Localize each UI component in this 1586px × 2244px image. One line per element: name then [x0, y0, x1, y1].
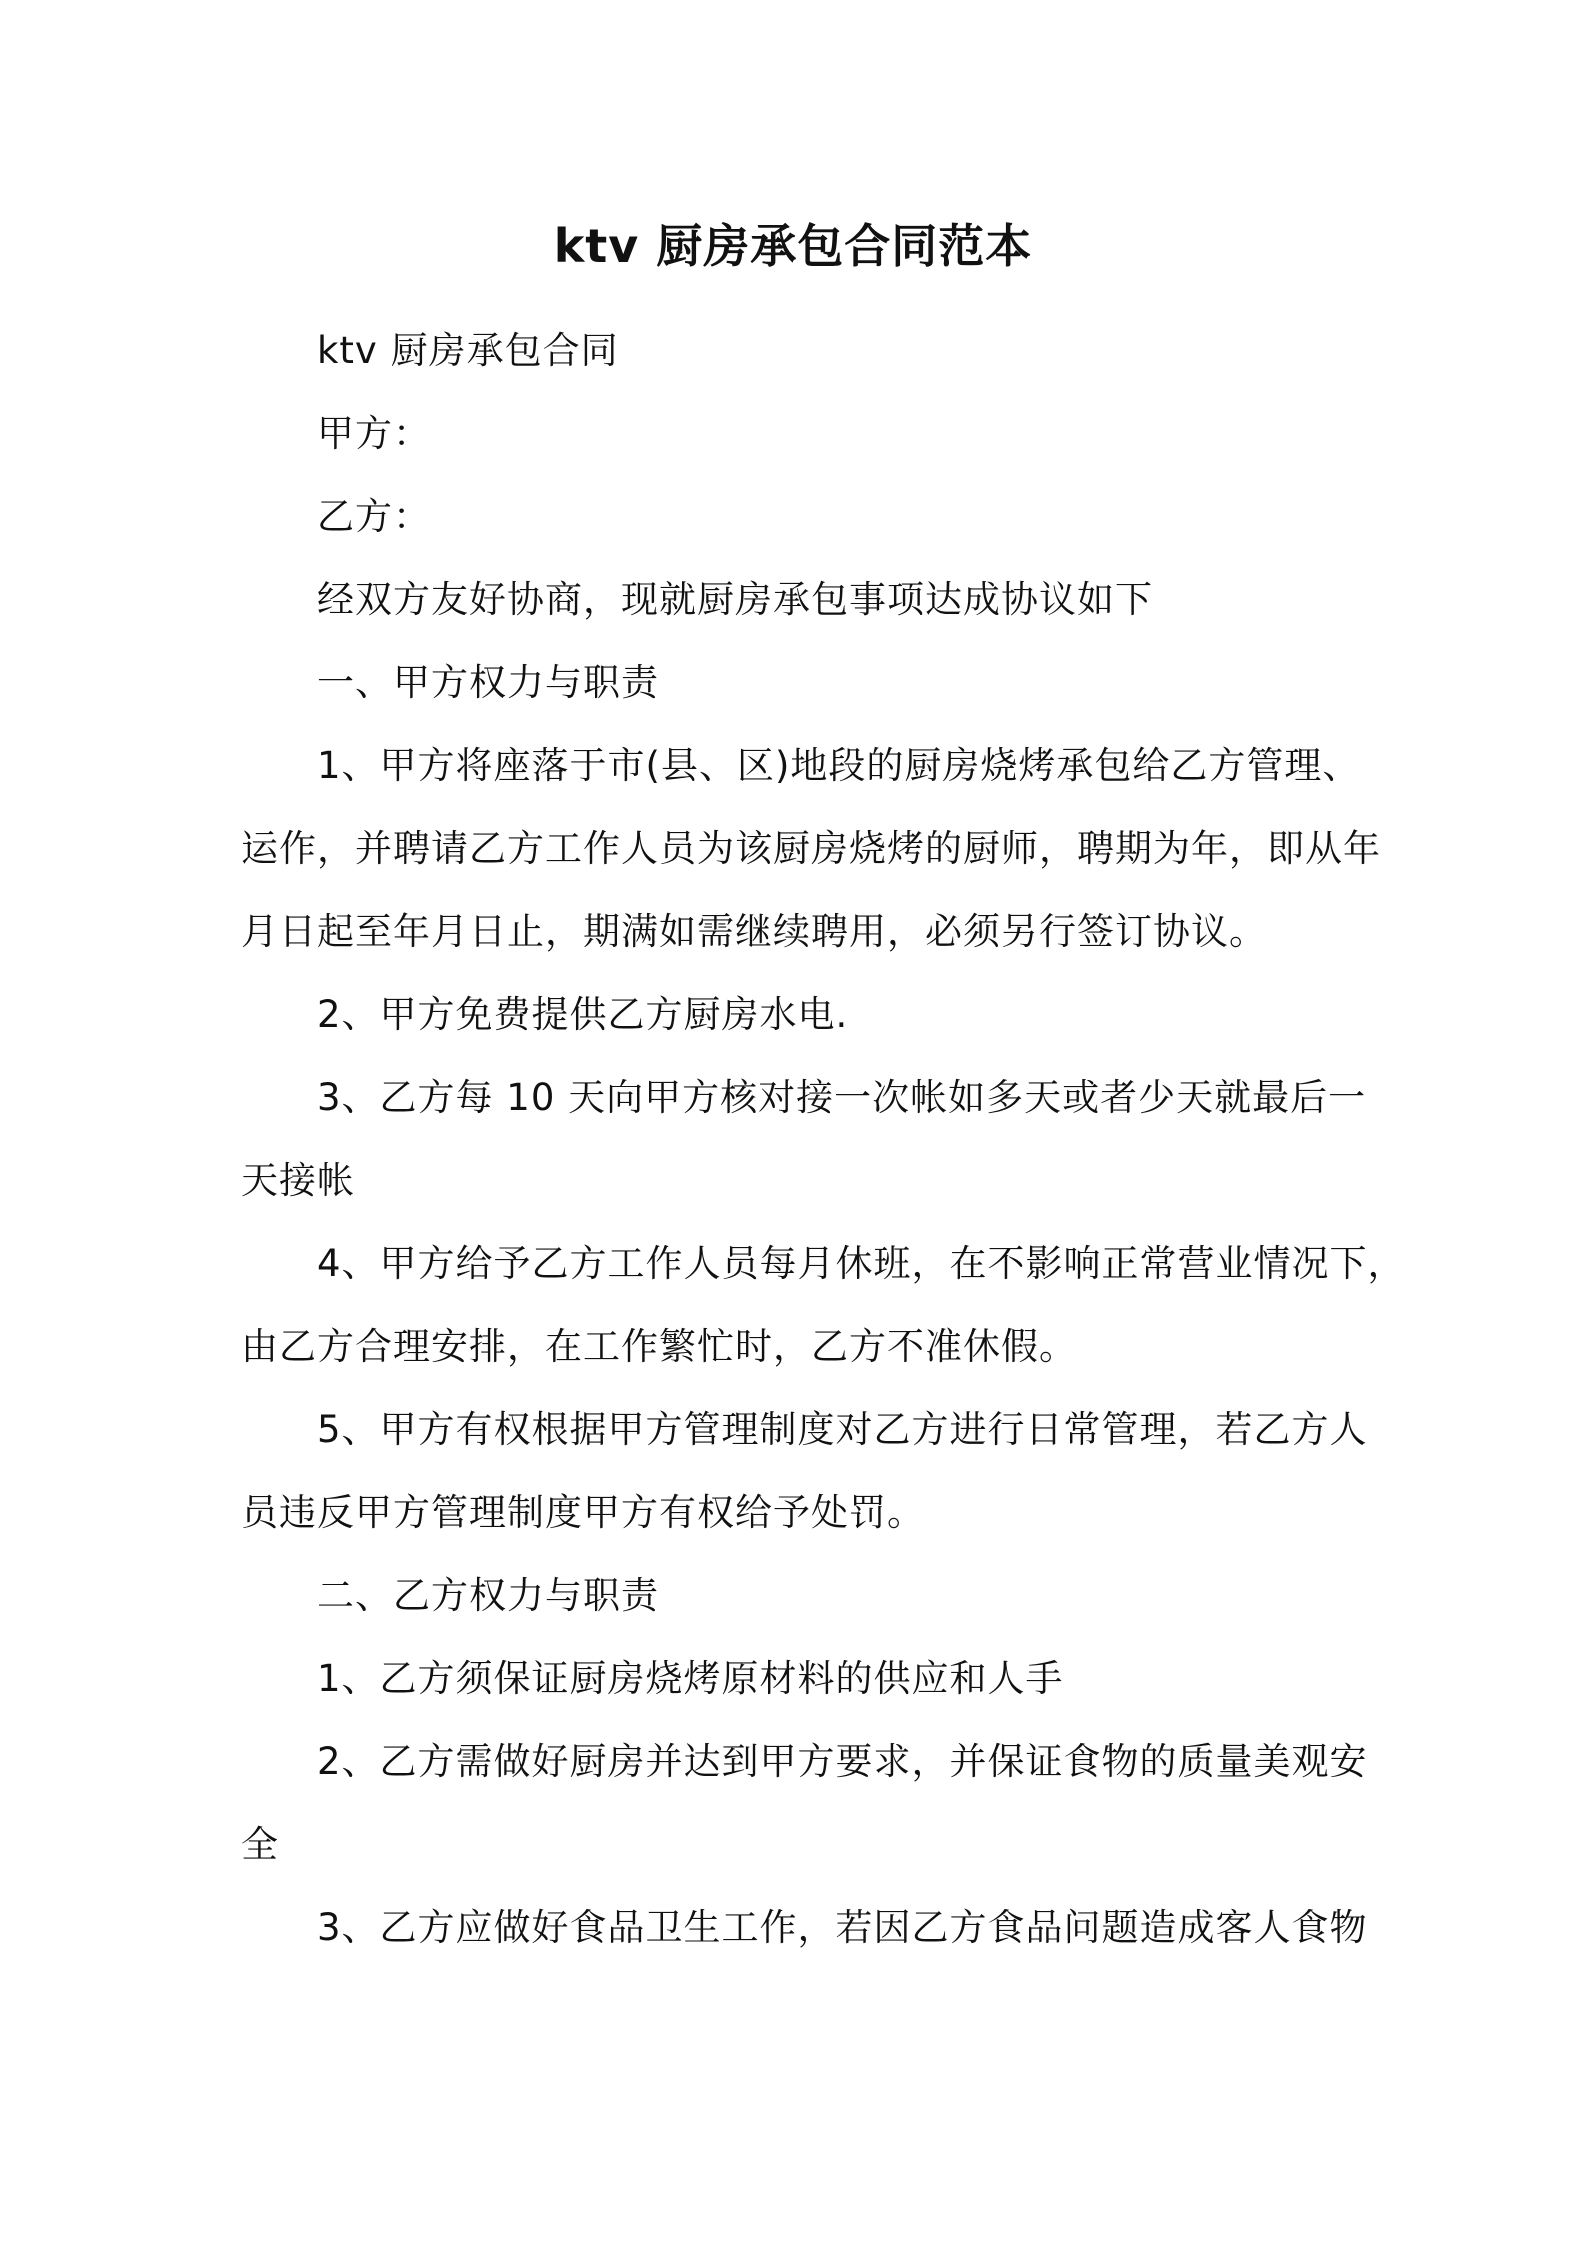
document-title: ktv 厨房承包合同范本: [553, 219, 1033, 273]
clause-line: 1、乙方须保证厨房烧烤原材料的供应和人手: [317, 1657, 1064, 1700]
clause-line: 4、甲方给予乙方工作人员每月休班，在不影响正常营业情况下，: [317, 1242, 1406, 1285]
clause-line: 3、乙方应做好食品卫生工作，若因乙方食品问题造成客人食物: [317, 1906, 1368, 1949]
clause-line: 2、甲方免费提供乙方厨房水电.: [317, 993, 849, 1036]
clause-line: 3、乙方每 10 天向甲方核对接一次帐如多天或者少天就最后一: [317, 1076, 1367, 1119]
party-a-label: 甲方：: [317, 412, 431, 455]
clause-line: 1、甲方将座落于市(县、区)地段的厨房烧烤承包给乙方管理、: [317, 744, 1361, 787]
section-heading: 一、甲方权力与职责: [317, 661, 659, 704]
clause-line: 由乙方合理安排，在工作繁忙时，乙方不准休假。: [241, 1325, 1077, 1368]
clause-line: 天接帐: [241, 1159, 355, 1202]
section-heading: 二、乙方权力与职责: [317, 1574, 659, 1617]
clause-line: 员违反甲方管理制度甲方有权给予处罚。: [241, 1491, 925, 1534]
clause-line: 全: [241, 1823, 279, 1866]
clause-line: 月日起至年月日止，期满如需继续聘用，必须另行签订协议。: [241, 910, 1267, 953]
contract-heading: ktv 厨房承包合同: [317, 329, 619, 372]
preamble: 经双方友好协商，现就厨房承包事项达成协议如下: [317, 578, 1153, 621]
clause-line: 运作，并聘请乙方工作人员为该厨房烧烤的厨师，聘期为年，即从年: [241, 827, 1381, 870]
clause-line: 2、乙方需做好厨房并达到甲方要求，并保证食物的质量美观安: [317, 1740, 1368, 1783]
party-b-label: 乙方：: [317, 495, 431, 538]
clause-line: 5、甲方有权根据甲方管理制度对乙方进行日常管理，若乙方人: [317, 1408, 1368, 1451]
